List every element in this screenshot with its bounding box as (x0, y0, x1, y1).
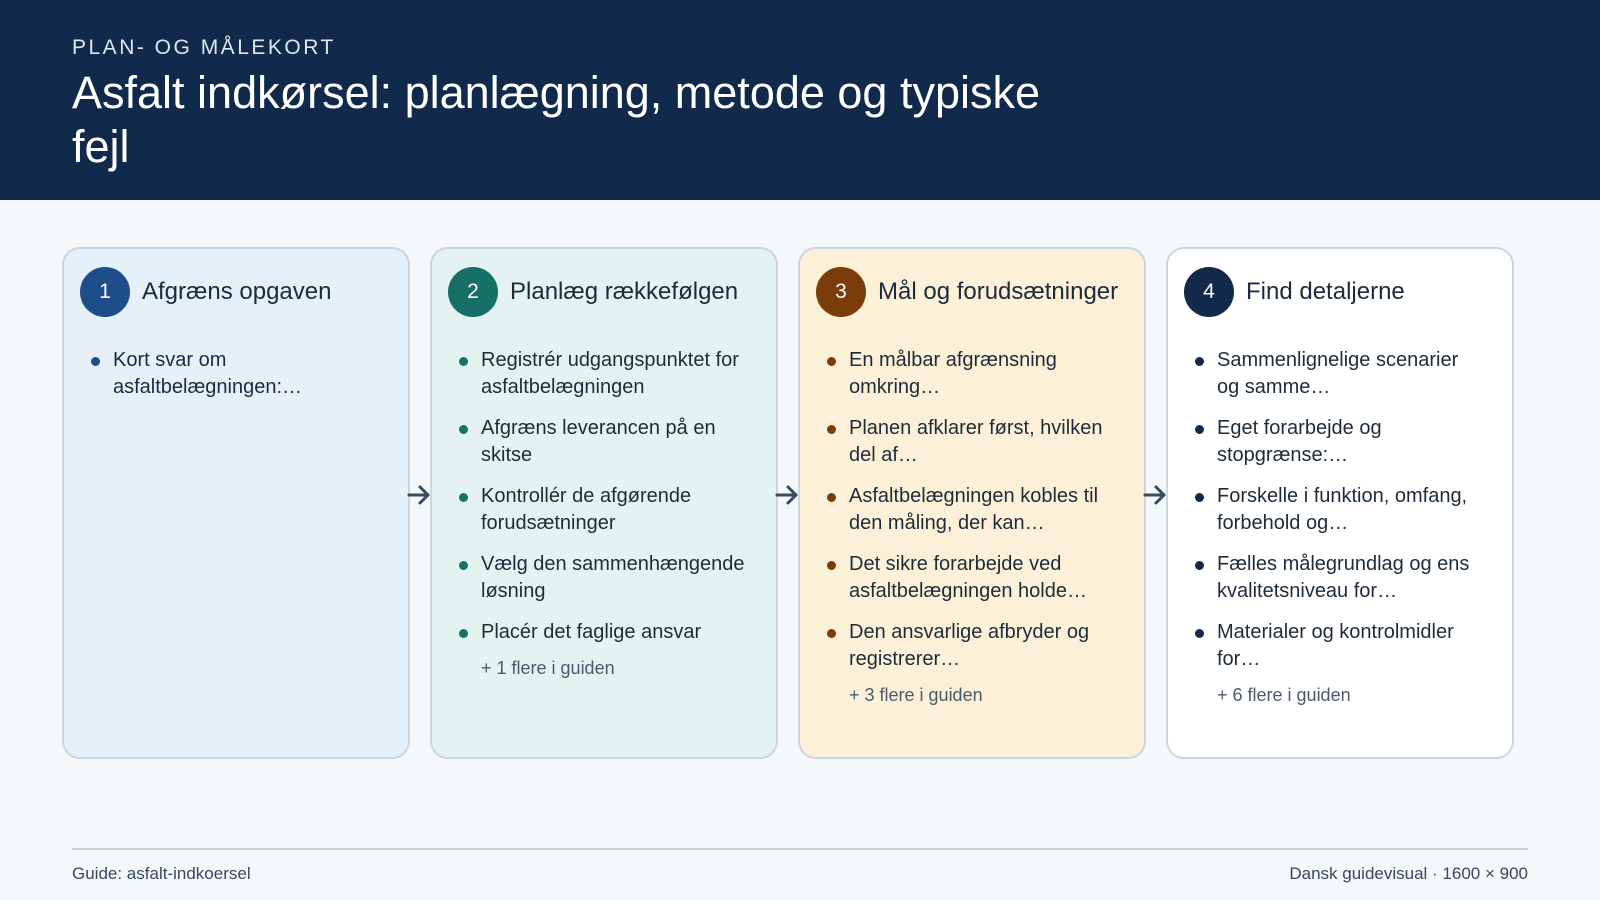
card-item-list (816, 347, 1126, 673)
card-title: Find detaljerne (1246, 278, 1405, 305)
bullet-icon (827, 357, 836, 366)
list-item (825, 347, 1115, 401)
card-title: Mål og forudsætninger (878, 278, 1119, 305)
list-item-text: Materialer og kontrolmidler for… (1217, 621, 1454, 670)
footer-credit: Dansk guidevisual · 1600 × 900 (1289, 864, 1528, 883)
list-item (1193, 347, 1483, 401)
bullet-icon (827, 425, 836, 434)
arrow-right-icon (1142, 482, 1168, 508)
list-item (89, 347, 379, 401)
step-number-badge: 4 (1184, 267, 1234, 317)
bullet-icon (827, 493, 836, 502)
bullet-icon (459, 425, 468, 434)
list-item (1193, 415, 1483, 469)
list-item-text: Planen afklarer først, hvilken del af… (849, 417, 1103, 466)
list-item (1193, 551, 1483, 605)
list-item-text: Afgræns leverancen på en skitse (481, 417, 716, 466)
list-item-text: Registrér udgangspunktet for asfaltbelægningen (481, 349, 739, 398)
more-in-guide-link[interactable]: + 1 flere i guiden (481, 658, 615, 678)
list-item (457, 347, 747, 401)
eyebrow: PLAN- OG MÅLEKORT (72, 36, 336, 59)
list-item-text: Kort svar om asfaltbelægningen:… (113, 349, 303, 398)
bullet-icon (1195, 493, 1204, 502)
page-title: Asfalt indkørsel: planlægning, metode og typiske fejl (72, 67, 1041, 172)
step-cards (62, 247, 1540, 759)
header (0, 0, 1600, 200)
list-item (457, 483, 747, 537)
step-card-3 (798, 247, 1146, 759)
list-item-text: Vælg den sammenhængende løsning (481, 553, 745, 602)
list-item-text: Sammenlignelige scenarier og samme… (1217, 349, 1459, 398)
bullet-icon (459, 561, 468, 570)
list-item (825, 551, 1115, 605)
bullet-icon (1195, 561, 1204, 570)
list-item-text: En målbar afgrænsning omkring… (849, 349, 1057, 398)
card-title: Afgræns opgaven (142, 278, 332, 305)
list-item-text: Kontrollér de afgørende forudsætninger (481, 485, 692, 534)
card-item-list (80, 347, 390, 401)
step-card-2 (430, 247, 778, 759)
list-item-text: Det sikre forarbejde ved asfaltbelægningen holde… (849, 553, 1087, 602)
bullet-icon (827, 629, 836, 638)
card-title: Planlæg rækkefølgen (510, 278, 739, 305)
list-item (825, 619, 1115, 673)
step-card-4 (1166, 247, 1514, 759)
list-item (1193, 483, 1483, 537)
list-item-text: Placér det faglige ansvar (481, 621, 702, 643)
list-item (825, 483, 1115, 537)
footer-divider (72, 848, 1528, 850)
bullet-icon (91, 357, 100, 366)
arrow-right-icon (774, 482, 800, 508)
bullet-icon (459, 357, 468, 366)
list-item-text: Fælles målegrundlag og ens kvalitetsniveau for… (1217, 553, 1470, 602)
step-number-badge: 1 (80, 267, 130, 317)
list-item-text: Eget forarbejde og stopgrænse:… (1217, 417, 1382, 466)
list-item (457, 619, 747, 646)
arrow-right-icon (406, 482, 432, 508)
list-item (457, 415, 747, 469)
step-number-badge: 3 (816, 267, 866, 317)
list-item (1193, 619, 1483, 673)
bullet-icon (1195, 357, 1204, 366)
step-number-badge: 2 (448, 267, 498, 317)
list-item-text: Den ansvarlige afbryder og registrerer… (849, 621, 1090, 670)
more-in-guide-link[interactable]: + 3 flere i guiden (849, 685, 983, 705)
list-item (457, 551, 747, 605)
card-item-list (1184, 347, 1494, 673)
bullet-icon (459, 629, 468, 638)
card-item-list (448, 347, 758, 646)
step-card-1 (62, 247, 410, 759)
bullet-icon (459, 493, 468, 502)
list-item-text: Forskelle i funktion, omfang, forbehold og… (1217, 485, 1468, 534)
bullet-icon (1195, 629, 1204, 638)
list-item (825, 415, 1115, 469)
footer-guide-slug: Guide: asfalt-indkoersel (72, 864, 251, 883)
more-in-guide-link[interactable]: + 6 flere i guiden (1217, 685, 1351, 705)
list-item-text: Asfaltbelægningen kobles til den måling, der kan… (849, 485, 1099, 534)
bullet-icon (1195, 425, 1204, 434)
bullet-icon (827, 561, 836, 570)
